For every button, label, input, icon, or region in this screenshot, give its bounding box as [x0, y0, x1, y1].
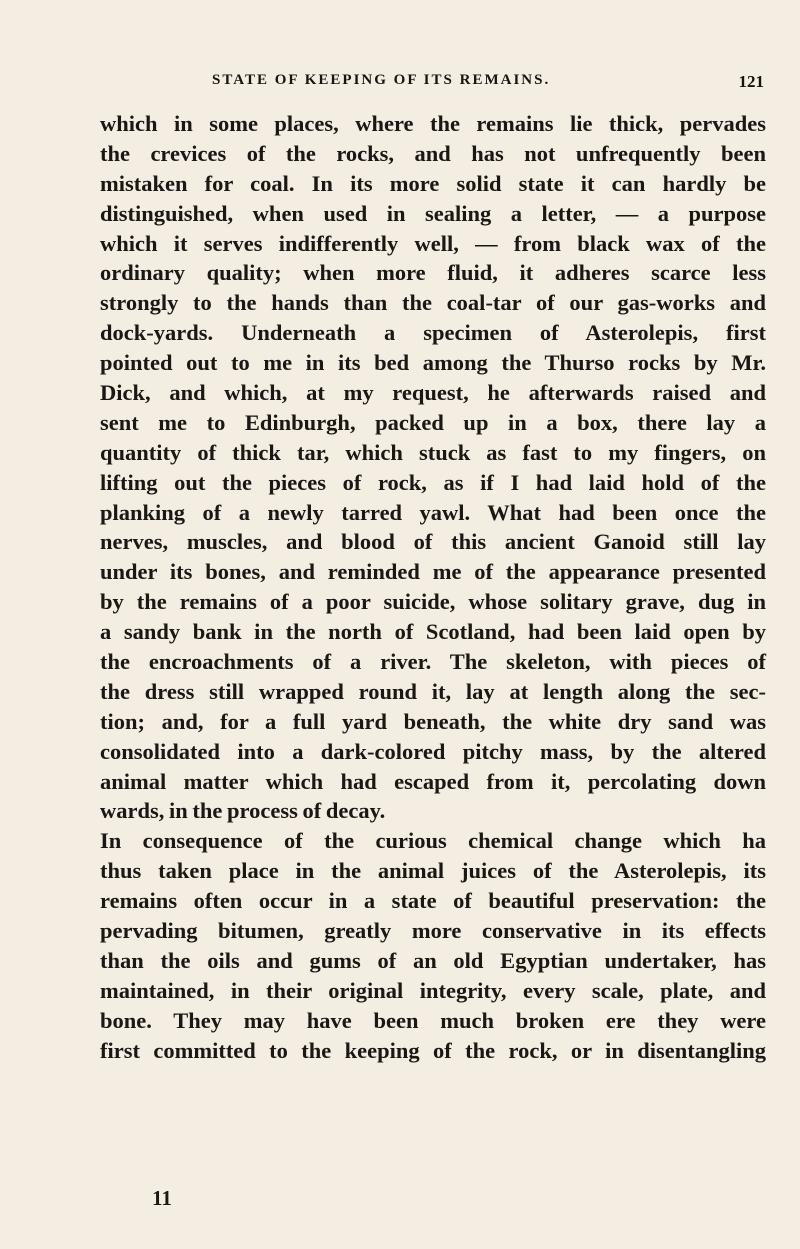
signature-mark: 11 — [152, 1186, 172, 1210]
text-line: thus taken place in the animal juices of the Asterolepis, its — [100, 858, 766, 884]
page-number: 121 — [738, 72, 764, 91]
text-line: distinguished, when used in sealing a letter, — a purpose — [100, 200, 766, 226]
text-line: under its bones, and reminded me of the appearance presented — [100, 559, 766, 585]
text-line: strongly to the hands than the coal-tar of our gas-works and — [100, 290, 766, 316]
text-line: the crevices of the rocks, and has not unfrequently been — [100, 140, 766, 166]
text-line: consolidated into a dark-colored pitchy mass, by the altered — [100, 738, 766, 764]
text-line: a sandy bank in the north of Scotland, had been laid open by — [100, 619, 766, 645]
text-line: pointed out to me in its bed among the Thurso rocks by Mr. — [100, 350, 766, 376]
text-line: tion; and, for a full yard beneath, the white dry sand was — [100, 708, 766, 734]
text-line: first committed to the keeping of the rock, or in disentangling — [100, 1037, 766, 1063]
text-line: the dress still wrapped round it, lay at length along the sec- — [100, 678, 766, 704]
text-line: pervading bitumen, greatly more conservative in its effects — [100, 918, 766, 944]
text-line: mistaken for coal. In its more solid state it can hardly be — [100, 170, 766, 196]
text-line: dock-yards. Underneath a specimen of Asterolepis, first — [100, 320, 766, 346]
text-line: which in some places, where the remains lie thick, pervades — [100, 111, 766, 136]
text-line: nerves, muscles, and blood of this ancient Ganoid still lay — [100, 529, 766, 555]
text-line: remains often occur in a state of beautiful preservation: the — [100, 888, 766, 914]
text-line: ordinary quality; when more fluid, it adheres scarce less — [100, 260, 766, 286]
text-line: planking of a newly tarred yawl. What had been once the — [100, 499, 766, 525]
text-line: Dick, and which, at my request, he afterwards raised and — [100, 380, 766, 406]
text-line: bone. They may have been much broken ere they were — [100, 1007, 766, 1033]
running-head — [100, 72, 764, 102]
running-title: STATE OF KEEPING OF ITS REMAINS. — [212, 72, 551, 88]
text-line: sent me to Edinburgh, packed up in a box, there lay a — [100, 409, 766, 435]
text-line: quantity of thick tar, which stuck as fast to my fingers, on — [100, 439, 766, 465]
text-line: the encroachments of a river. The skeleton, with pieces of — [100, 649, 766, 675]
text-line: lifting out the pieces of rock, as if I had laid hold of the — [100, 469, 766, 495]
paragraph-end-line: wards, in the process of decay. — [100, 798, 386, 824]
text-line: which it serves indifferently well, — from black wax of the — [100, 230, 766, 256]
body-text — [100, 109, 766, 1066]
text-line: animal matter which had escaped from it, percolating down — [100, 768, 766, 794]
text-line: In consequence of the curious chemical change which ha — [100, 828, 766, 854]
text-line: maintained, in their original integrity, every scale, plate, and — [100, 977, 766, 1003]
text-line: than the oils and gums of an old Egyptian undertaker, has — [100, 947, 766, 973]
text-line: by the remains of a poor suicide, whose solitary grave, dug in — [100, 589, 766, 615]
